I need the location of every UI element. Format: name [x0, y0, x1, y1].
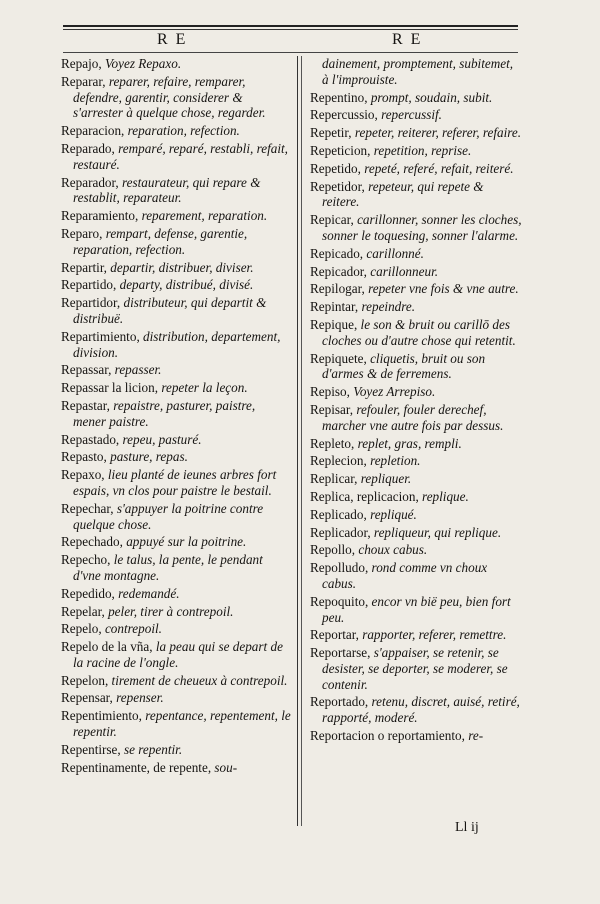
dictionary-entry: [310, 402, 522, 434]
header-rule: [63, 52, 518, 53]
dictionary-entry: [310, 351, 522, 383]
entry-definition: reparation, refection.: [127, 123, 240, 139]
entry-definition: departy, distribué, divisé.: [119, 277, 254, 293]
column-divider-inner: [301, 56, 302, 826]
dictionary-entry: [61, 639, 291, 671]
entry-headword: Reparacion,: [61, 123, 128, 139]
entry-headword: Repecho,: [61, 552, 114, 568]
entry-headword: Replicador,: [310, 524, 374, 540]
entry-definition: carillonneur.: [370, 263, 439, 279]
dictionary-entry: [310, 281, 522, 297]
entry-definition: restaurateur, qui repare & restablit, reparateur.: [73, 174, 261, 206]
entry-definition: dainement, promptement, subitemet, à l'improuiste.: [322, 56, 514, 87]
entry-definition: le talus, la pente, le pendant d'vne montagne.: [73, 552, 263, 583]
entry-definition: la peau qui se depart de la racine de l'ongle.: [73, 639, 283, 670]
dictionary-entry: [61, 501, 291, 533]
entry-definition: replique.: [422, 488, 469, 504]
entry-definition: appuyé sur la poitrine.: [126, 534, 247, 550]
entry-definition: re-: [468, 728, 484, 744]
dictionary-entry: [61, 175, 291, 207]
entry-headword: Reportarse,: [310, 645, 374, 661]
dictionary-entry: [61, 467, 291, 499]
entry-definition: distributeur, qui departit & distribuë.: [73, 295, 267, 326]
entry-headword: Repechado,: [61, 534, 127, 550]
entry-definition: encor vn bië peu, bien fort peu.: [322, 593, 511, 625]
dictionary-entry: [61, 56, 291, 72]
entry-definition: repliqué.: [370, 506, 417, 522]
entry-headword: Repolludo,: [310, 560, 372, 576]
dictionary-entry: [61, 742, 291, 758]
entry-headword: Replicado,: [310, 506, 371, 522]
running-head-right: R E: [392, 31, 423, 48]
entry-definition: repeteur, qui repete & reitere.: [322, 178, 484, 210]
dictionary-entry: [61, 277, 291, 293]
dictionary-entry: [310, 694, 522, 726]
dictionary-entry: [310, 728, 522, 744]
entry-headword: Repajo,: [61, 56, 105, 71]
entry-headword: Repentino,: [310, 89, 371, 105]
entry-definition: contrepoil.: [104, 621, 162, 637]
entry-definition: tirement de cheueux à contrepoil.: [111, 672, 288, 688]
entry-headword: Repeticion,: [310, 142, 374, 158]
entry-definition: se repentir.: [124, 741, 183, 757]
entry-definition: Voyez Arrepiso.: [353, 384, 436, 400]
dictionary-entry: [310, 299, 522, 315]
entry-headword: Repartido,: [61, 277, 120, 293]
entry-headword: Repetido,: [310, 160, 365, 176]
entry-headword: Replicar,: [310, 471, 361, 487]
dictionary-entry: [310, 125, 522, 141]
dictionary-entry: [61, 604, 291, 620]
entry-definition: refouler, fouler derechef, marcher vne autre fois par dessus.: [322, 401, 504, 433]
entry-definition: s'appuyer la poitrine contre quelque chose.: [73, 500, 264, 532]
entry-headword: Reparar,: [61, 73, 109, 89]
entry-definition: peler, tirer à contrepoil.: [108, 603, 234, 619]
entry-headword: Repiso,: [310, 384, 354, 400]
entry-headword: Reportacion o reportamiento,: [310, 728, 469, 744]
dictionary-entry: [310, 489, 522, 505]
dictionary-entry: [310, 471, 522, 487]
entry-headword: Repilogar,: [310, 281, 369, 297]
dictionary-entry: [310, 246, 522, 262]
entry-headword: Repercussio,: [310, 107, 382, 123]
entry-headword: Repedido,: [61, 585, 119, 601]
entry-headword: Repelo,: [61, 621, 105, 637]
dictionary-entry: [61, 226, 291, 258]
entry-definition: lieu planté de ieunes arbres fort espais, vn clos pour paistre le bestail.: [73, 467, 277, 498]
entry-headword: Reparado,: [61, 140, 119, 156]
entry-definition: repasser.: [114, 362, 162, 378]
entry-headword: Reparamiento,: [61, 208, 142, 224]
entry-definition: s'appaiser, se retenir, se desister, se deporter, se moderer, se contenir.: [322, 645, 508, 692]
dictionary-entry: [61, 398, 291, 430]
dictionary-entry: [310, 161, 522, 177]
entry-headword: Repechar,: [61, 500, 117, 516]
entry-headword: Repastado,: [61, 431, 123, 447]
dictionary-entry: [61, 362, 291, 378]
dictionary-entry: [310, 212, 522, 244]
dictionary-entry: [61, 449, 291, 465]
entry-definition: reparer, refaire, remparer, defendre, garentir, considerer & s'arrester à quelque chose, regarder.: [73, 73, 266, 121]
dictionary-entry: [310, 317, 522, 349]
dictionary-entry: [310, 542, 522, 558]
column-divider: [297, 56, 298, 826]
entry-headword: Repentinamente, de repente,: [61, 759, 215, 775]
dictionary-entry: [61, 586, 291, 602]
entry-definition: repletion.: [370, 453, 421, 469]
entry-headword: Repensar,: [61, 690, 117, 706]
entry-headword: Repleto,: [310, 435, 358, 451]
dictionary-entry: [310, 560, 522, 592]
dictionary-entry: [310, 436, 522, 452]
dictionary-entry: [61, 690, 291, 706]
entry-headword: Repelo de la vña,: [61, 639, 156, 655]
entry-definition: distribution, departement, division.: [73, 328, 281, 360]
entry-headword: Repastar,: [61, 397, 114, 413]
entry-definition: remparé, reparé, restabli, refait, restauré.: [73, 140, 288, 172]
entry-headword: Repartimiento,: [61, 328, 144, 344]
entry-headword: Repentimiento,: [61, 708, 146, 724]
entry-definition: repaistre, pasturer, paistre, mener paistre.: [73, 397, 256, 429]
dictionary-entry: [61, 380, 291, 396]
dictionary-entry: [310, 627, 522, 643]
entry-definition: repeter la leçon.: [161, 380, 248, 396]
entry-definition: cliquetis, bruit ou son d'armes & de ferremens.: [322, 350, 486, 382]
entry-definition: repeu, pasturé.: [122, 431, 202, 447]
entry-headword: Repicar,: [310, 212, 358, 228]
entry-definition: rapporter, referer, remettre.: [362, 627, 507, 643]
entry-headword: Repaxo,: [61, 467, 108, 483]
entry-definition: pasture, repas.: [110, 449, 188, 465]
dictionary-entry: [61, 432, 291, 448]
entry-definition: repercussif.: [381, 107, 442, 123]
dictionary-entry: [310, 507, 522, 523]
entry-headword: Repiquete,: [310, 350, 371, 366]
dictionary-entry: [61, 673, 291, 689]
dictionary-entry: [61, 552, 291, 584]
entry-headword: Reportado,: [310, 694, 372, 710]
entry-headword: Replecion,: [310, 453, 371, 469]
dictionary-entry: [61, 534, 291, 550]
entry-definition: carillonné.: [366, 245, 424, 261]
dictionary-entry: [61, 708, 291, 740]
entry-definition: repeter, reiterer, referer, refaire.: [354, 125, 522, 141]
dictionary-entry: [310, 179, 522, 211]
dictionary-entry: [310, 594, 522, 626]
entry-definition: redemandé.: [118, 585, 180, 601]
dictionary-entry: [61, 123, 291, 139]
entry-definition: Voyez Repaxo.: [104, 56, 182, 71]
right-column: [310, 56, 522, 746]
entry-definition: departir, distribuer, diviser.: [110, 259, 254, 275]
entry-definition: le son & bruit ou carillō des cloches ou d'autre chose qui retentit.: [322, 316, 516, 348]
entry-definition: prompt, soudain, subit.: [370, 89, 493, 105]
entry-definition: repenser.: [116, 690, 164, 706]
entry-headword: Replica, replicacion,: [310, 488, 423, 504]
entry-headword: Repisar,: [310, 401, 357, 417]
dictionary-entry: [310, 525, 522, 541]
dictionary-entry: [310, 107, 522, 123]
entry-definition: reparement, reparation.: [141, 208, 268, 224]
entry-definition: choux cabus.: [358, 542, 428, 558]
entry-headword: Repelar,: [61, 603, 109, 619]
entry-headword: Repartir,: [61, 259, 111, 275]
entry-definition: repentance, repentement, le repentir.: [73, 708, 291, 740]
dictionary-entry: [61, 260, 291, 276]
dictionary-entry: [61, 329, 291, 361]
dictionary-entry: [61, 208, 291, 224]
entry-definition: retenu, discret, auisé, retiré, rapporté, moderé.: [322, 694, 520, 726]
entry-definition: repetition, reprise.: [373, 142, 472, 158]
entry-definition: sou-: [214, 759, 238, 775]
signature-mark: Ll ij: [455, 820, 479, 835]
entry-headword: Repetir,: [310, 125, 355, 141]
entry-headword: Repassar,: [61, 362, 115, 378]
entry-definition: repliquer.: [360, 471, 412, 487]
entry-definition: rempart, defense, garentie, reparation, refection.: [73, 225, 248, 257]
entry-headword: Repicador,: [310, 263, 371, 279]
entry-definition: carillonner, sonner les cloches, sonner le toquesing, sonner l'alarme.: [322, 212, 522, 243]
entry-headword: Reparador,: [61, 174, 122, 190]
entry-headword: Reparo,: [61, 225, 106, 241]
entry-definition: repeté, referé, refait, reiteré.: [364, 160, 514, 176]
entry-headword: Reportar,: [310, 627, 363, 643]
top-rule: [63, 25, 518, 27]
dictionary-entry: [310, 56, 522, 88]
dictionary-entry: [310, 90, 522, 106]
entry-headword: Repartidor,: [61, 295, 124, 311]
dictionary-entry: [61, 295, 291, 327]
entry-headword: Repassar la licion,: [61, 380, 162, 396]
running-head-left: R E: [157, 31, 188, 48]
dictionary-entry: [61, 760, 291, 776]
entry-headword: Repelon,: [61, 672, 112, 688]
entry-definition: repeter vne fois & vne autre.: [368, 281, 519, 297]
entry-headword: Repintar,: [310, 299, 362, 315]
entry-headword: Repentirse,: [61, 741, 124, 757]
dictionary-entry: [310, 143, 522, 159]
entry-definition: replet, gras, rempli.: [357, 435, 462, 451]
left-column: [61, 56, 291, 777]
dictionary-entry: [310, 264, 522, 280]
entry-definition: repliqueur, qui replique.: [373, 524, 502, 540]
entry-headword: Repollo,: [310, 542, 359, 558]
dictionary-entry: [310, 453, 522, 469]
top-rule-thin: [63, 29, 518, 30]
entry-definition: repeindre.: [361, 299, 416, 315]
dictionary-entry: [61, 141, 291, 173]
dictionary-entry: [61, 621, 291, 637]
entry-definition: rond comme vn choux cabus.: [322, 560, 488, 591]
entry-headword: Repicado,: [310, 245, 367, 261]
entry-headword: Repasto,: [61, 449, 111, 465]
entry-headword: Repetidor,: [310, 178, 369, 194]
dictionary-entry: [310, 645, 522, 692]
dictionary-entry: [310, 384, 522, 400]
entry-headword: Repique,: [310, 316, 361, 332]
dictionary-entry: [61, 74, 291, 121]
entry-headword: Repoquito,: [310, 593, 372, 609]
